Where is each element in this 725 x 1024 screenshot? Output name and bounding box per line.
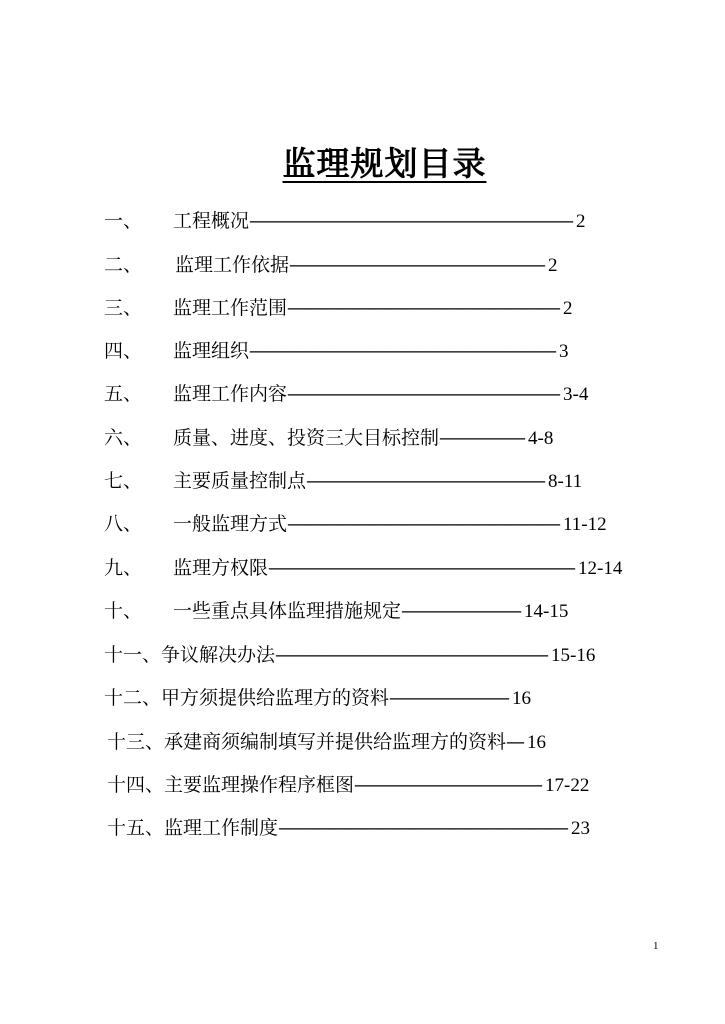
toc-entry-leader: ——————— (389, 687, 509, 709)
toc-entry-label: 工程概况 (173, 210, 250, 232)
page-title-text: 监理规划目录 (282, 144, 487, 183)
toc-entry-label: 监理工作依据 (175, 254, 290, 276)
toc-entry-page: 12-14 (578, 558, 623, 579)
toc-entry-number: 二、 (104, 254, 143, 276)
toc-entry-number: 十五、 (107, 817, 165, 839)
toc-entry-leader: ————————————————— (278, 817, 568, 839)
toc-entry-number: 八、 (104, 513, 143, 535)
toc-entry-page: 4-8 (528, 428, 554, 449)
toc-entry-13 (107, 728, 546, 756)
toc-entry-label: 监理工作制度 (164, 817, 279, 839)
toc-entry-page: 2 (563, 298, 573, 319)
toc-entry-page: 16 (527, 732, 547, 753)
toc-entry-label: 争议解决办法 (161, 644, 276, 666)
toc-entry-label: 甲方须提供给监理方的资料 (161, 687, 390, 709)
toc-entry-label: 监理方权限 (173, 557, 269, 579)
toc-entry-11 (104, 641, 595, 669)
toc-entry-leader: — (506, 731, 524, 753)
toc-entry-12 (104, 684, 531, 712)
toc-entry-label: 主要监理操作程序框图 (164, 774, 355, 796)
toc-entry-page: 23 (571, 818, 591, 839)
toc-entry-label: 监理组织 (173, 340, 250, 362)
toc-entry-number: 一、 (104, 210, 143, 232)
toc-entry-page: 3 (559, 341, 569, 362)
toc-entry-number: 九、 (104, 557, 143, 579)
toc-entry-page: 3-4 (563, 384, 589, 405)
toc-entry-6 (104, 424, 553, 452)
toc-entry-label: 主要质量控制点 (173, 470, 307, 492)
toc-entry-9 (104, 554, 622, 582)
page-title (0, 138, 725, 185)
toc-entry-label: 一些重点具体监理措施规定 (173, 600, 402, 622)
toc-entry-number: 十、 (104, 600, 143, 622)
toc-entry-leader: —————————————————— (249, 340, 556, 362)
toc-entry-leader: ———————————————— (287, 513, 560, 535)
toc-entry-4 (104, 337, 569, 365)
toc-entry-number: 十三、 (107, 731, 165, 753)
toc-entry-5 (104, 380, 588, 408)
toc-entry-leader: ——————— (401, 600, 521, 622)
toc-entry-14 (107, 771, 589, 799)
toc-entry-leader: ———————————————— (287, 383, 560, 405)
toc-entry-number: 十一、 (104, 644, 162, 666)
toc-entry-leader: —————————————— (306, 470, 545, 492)
toc-entry-8 (104, 510, 607, 538)
toc-entry-leader: ———————————————— (275, 644, 548, 666)
toc-entry-label: 一般监理方式 (173, 513, 288, 535)
toc-entry-2 (104, 251, 558, 279)
toc-entry-label: 监理工作内容 (173, 383, 288, 405)
toc-entry-page: 17-22 (545, 775, 590, 796)
toc-entry-page: 11-12 (563, 514, 607, 535)
page-number: 1 (653, 940, 659, 952)
toc-entry-number: 七、 (104, 470, 143, 492)
toc-entry-15 (107, 814, 590, 842)
toc-entry-page: 2 (548, 255, 558, 276)
toc-entry-page: 2 (576, 211, 586, 232)
toc-entry-page: 15-16 (551, 645, 596, 666)
toc-entry-3 (104, 294, 573, 322)
toc-entry-leader: ———————————————— (287, 297, 560, 319)
toc-entry-page: 16 (512, 688, 532, 709)
toc-entry-1 (104, 207, 586, 235)
toc-entry-leader: ————— (439, 427, 525, 449)
toc-entry-10 (104, 597, 568, 625)
toc-entry-number: 六、 (104, 427, 143, 449)
toc-entry-number: 三、 (104, 297, 143, 319)
toc-entry-label: 监理工作范围 (173, 297, 288, 319)
toc-entry-label: 质量、进度、投资三大目标控制 (173, 427, 440, 449)
toc-entry-page: 14-15 (524, 601, 569, 622)
toc-entry-page: 8-11 (548, 471, 583, 492)
toc-entry-leader: —————————————————— (268, 557, 575, 579)
toc-entry-number: 四、 (104, 340, 143, 362)
toc-entry-number: 五、 (104, 383, 143, 405)
toc-entry-leader: ——————————————— (289, 254, 545, 276)
toc-entry-7 (104, 467, 582, 495)
toc-entry-number: 十二、 (104, 687, 162, 709)
toc-entry-number: 十四、 (107, 774, 165, 796)
toc-entry-label: 承建商须编制填写并提供给监理方的资料 (164, 731, 507, 753)
toc-entry-leader: ——————————————————— (249, 210, 573, 232)
toc-entry-leader: ——————————— (354, 774, 542, 796)
